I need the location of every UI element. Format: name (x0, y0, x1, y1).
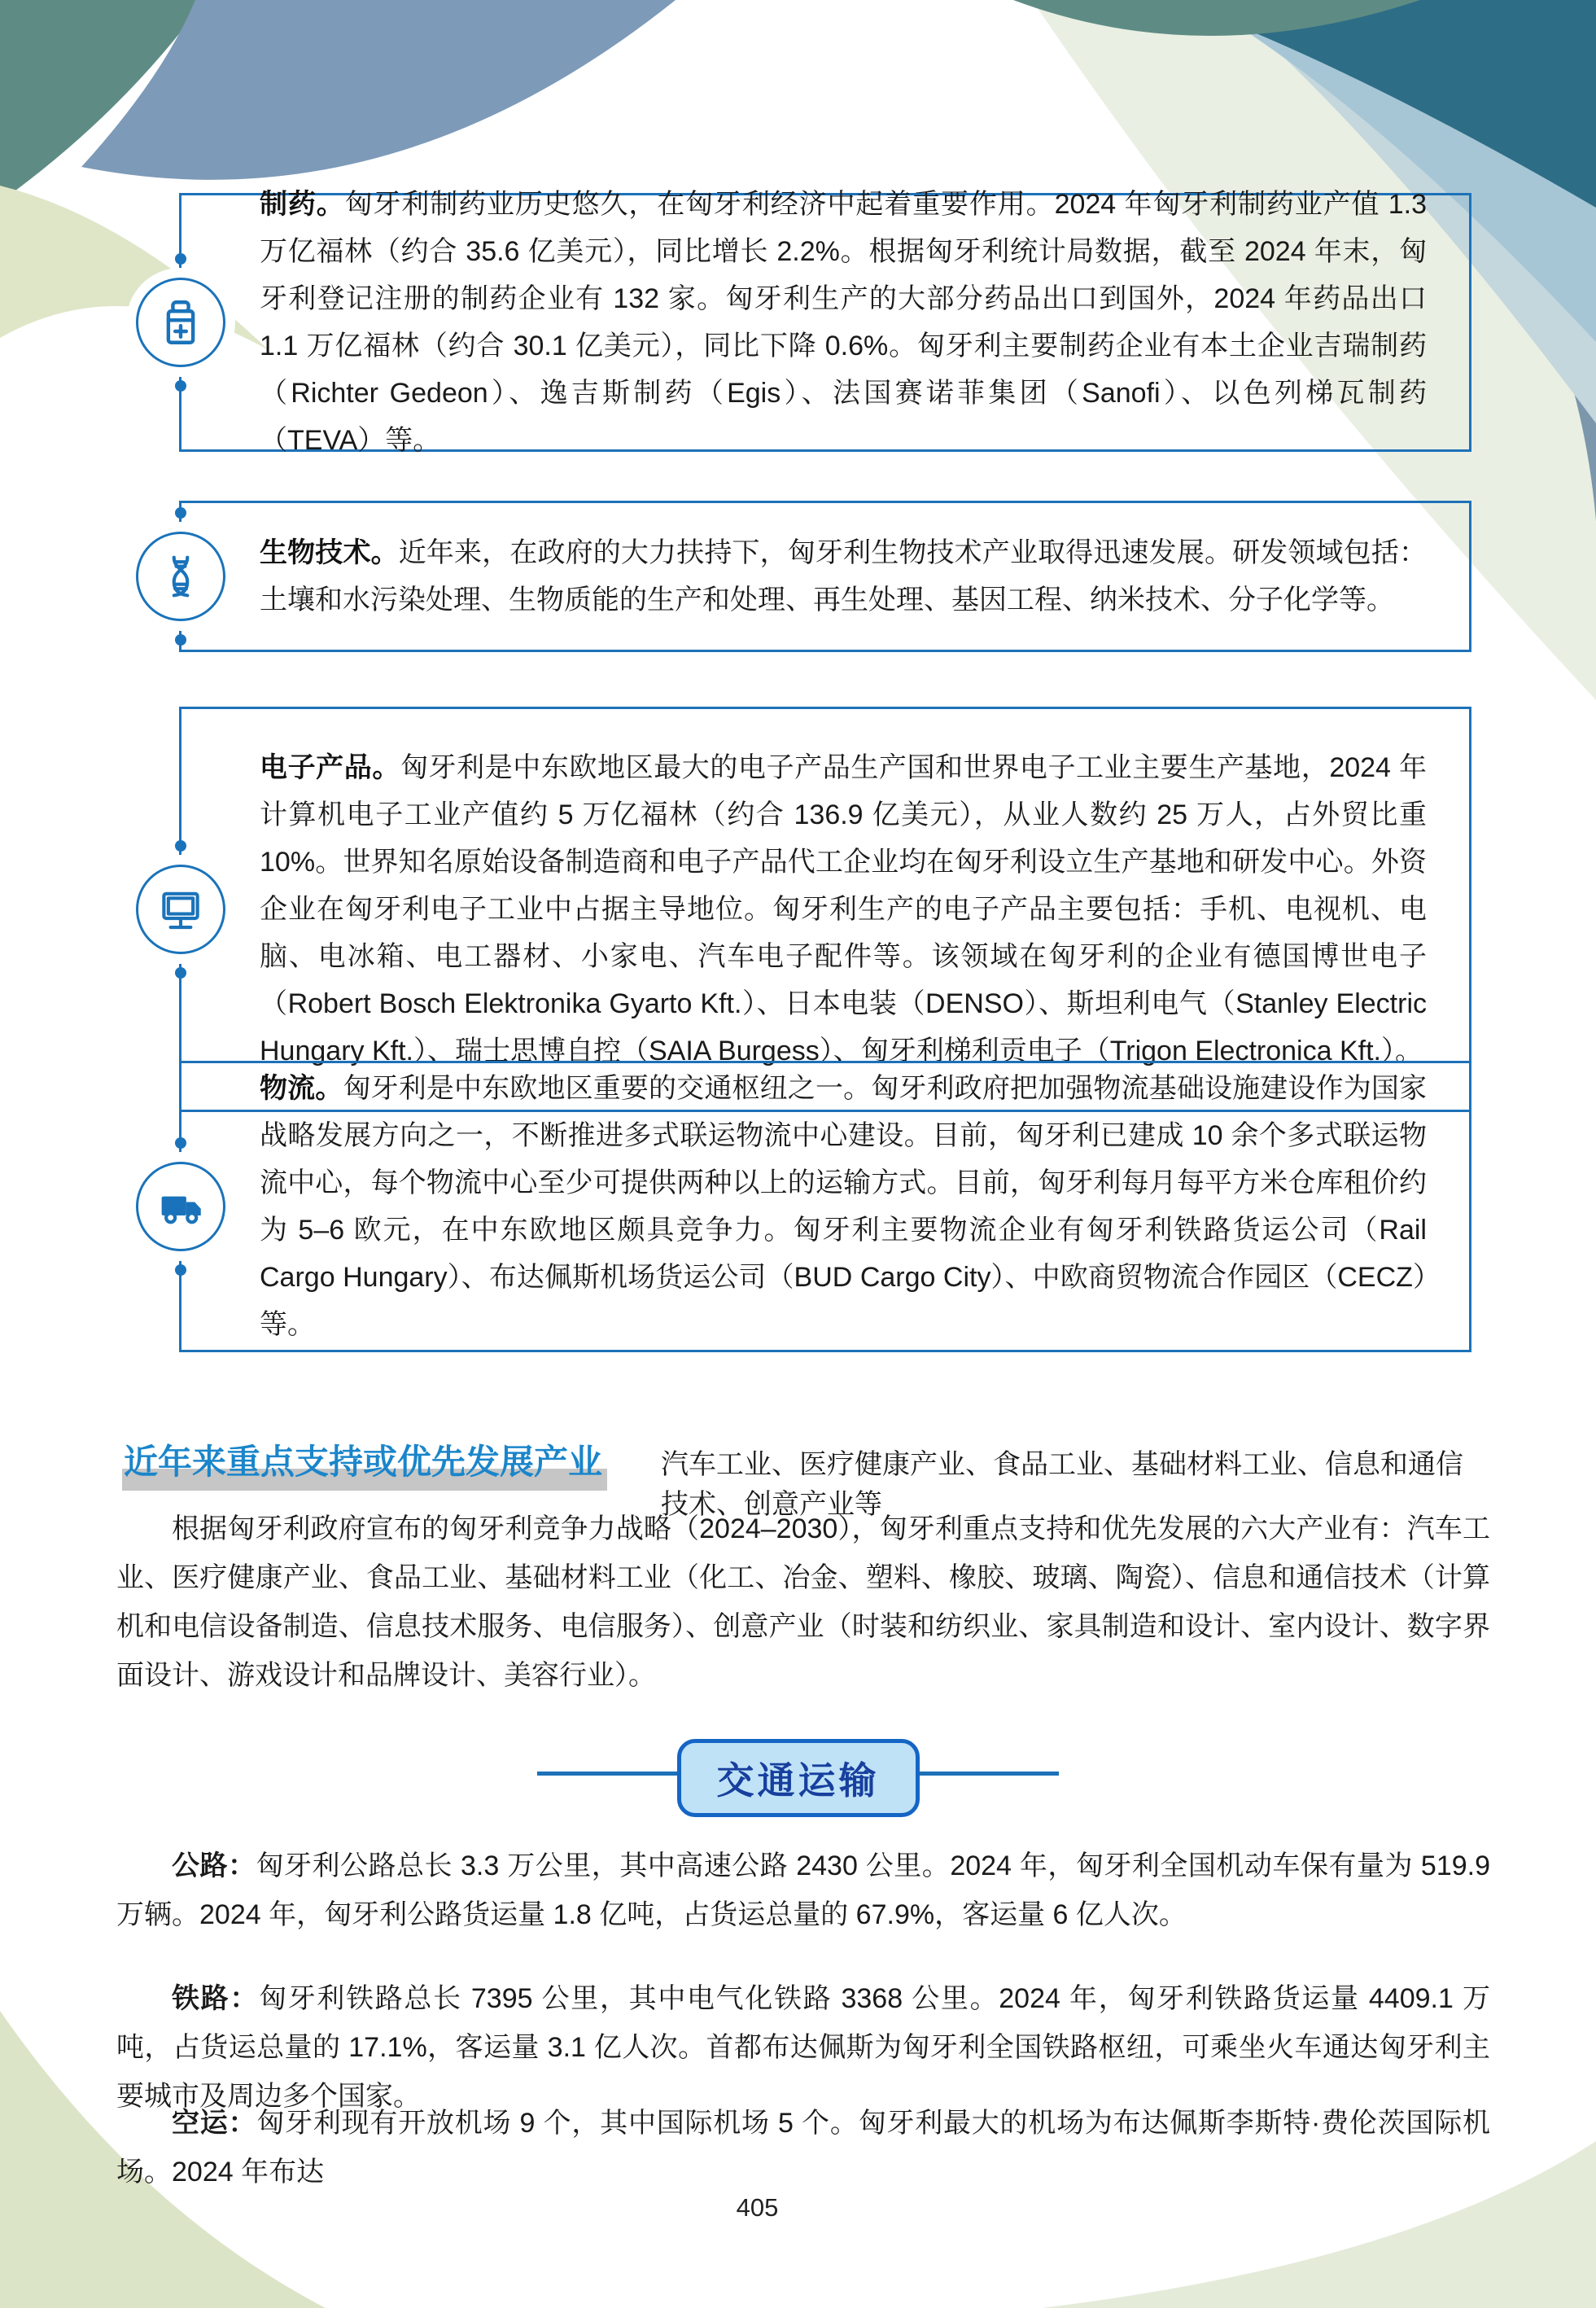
connector-dot (175, 840, 186, 852)
air-label: 空运： (172, 2108, 257, 2139)
logistics-icon-assembly (130, 1137, 231, 1276)
connector-dot (175, 507, 186, 519)
dna-icon (136, 532, 225, 621)
callout-pharma-text: 制药。匈牙利制药业历史悠久，在匈牙利经济中起着重要作用。2024 年匈牙利制药业产值 1.3 万亿福林（约合 35.6 亿美元），同比增长 2.2%。根据匈牙利统计局数据，截至 2024 年末，匈牙利登记注册的制药企业有 132 家。匈牙利生产的大部分药品出口到国外，2024 年药品出口 1.1 万亿福林（约合 30.1 亿美元），同比下降 0.6%。匈牙利主要制药企业有本土企业吉瑞制药（Richter Gedeon）、逸吉斯制药（Egis）、法国赛诺菲集团（Sanofi）、以色列梯瓦制药（TEVA）等。 (260, 189, 1428, 456)
callout-electronics-text: 电子产品。匈牙利是中东欧地区最大的电子产品生产国和世界电子工业主要生产基地，2024 年计算机电子工业产值约 5 万亿福林（约合 136.9 亿美元），从业人数约 25 万人，占外贸比重 10%。世界知名原始设备制造商和电子产品代工企业均在匈牙利设立生产基地和研发中心。外资企业在匈牙利电子工业中占据主导地位。匈牙利生产的电子产品主要包括：手机、电视机、电脑、电冰箱、电工器材、小家电、汽车电子配件等。该领域在匈牙利的企业有德国博世电子（Robert Bosch Elektronika Gyarto Kft.）、日本电装（DENSO）、斯坦利电气（Stanley Electric Hungary Kft.）、瑞士思博自控（SAIA Burgess）、匈牙利梯利贡电子（Trigon Electronica Kft.）。 (260, 752, 1427, 1066)
pharma-icon-assembly (130, 253, 231, 392)
connector-dot (175, 1264, 186, 1276)
transport-section-header (0, 1739, 1596, 1807)
biotech-icon-assembly (130, 507, 231, 646)
rail-label: 铁路： (172, 1983, 260, 2014)
badge-line-left (537, 1772, 680, 1776)
callout-electronics-title: 电子产品。 (260, 752, 400, 783)
medicine-bottle-icon (136, 278, 225, 367)
connector-dot (175, 634, 186, 646)
callout-biotech-title: 生物技术。 (260, 537, 399, 568)
callout-logistics (179, 1061, 1471, 1352)
callout-logistics-text: 物流。匈牙利是中东欧地区重要的交通枢纽之一。匈牙利政府把加强物流基础设施建设作为国家战略发展方向之一，不断推进多式联运物流中心建设。目前，匈牙利已建成 10 余个多式联运物流中心，每个物流中心至少可提供两种以上的运输方式。目前，匈牙利每月每平方米仓库租价约为 5–6 欧元，在中东欧地区颇具竞争力。匈牙利主要物流企业有匈牙利铁路货运公司（Rail Cargo Hungary）、布达佩斯机场货运公司（BUD Cargo City）、中欧商贸物流合作园区（CECZ）等。 (260, 1073, 1428, 1340)
road-label: 公路： (172, 1850, 256, 1881)
connector-dot (175, 967, 186, 979)
callout-biotech-text: 生物技术。近年来，在政府的大力扶持下，匈牙利生物技术产业取得迅速发展。研发领域包括：土壤和水污染处理、生物质能的生产和处理、再生处理、基因工程、纳米技术、分子化学等。 (260, 537, 1427, 615)
callout-biotech (179, 501, 1471, 652)
electronics-icon-assembly (130, 840, 231, 979)
callout-pharma-title: 制药。 (260, 189, 345, 220)
air-transport-paragraph: 空运：匈牙利现有开放机场 9 个，其中国际机场 5 个。匈牙利最大的机场为布达佩斯李斯特·费伦茨国际机场。2024 年布达 (116, 2108, 1490, 2188)
computer-monitor-icon (136, 865, 225, 954)
priority-industries-heading: 近年来重点支持或优先发展产业 (122, 1435, 607, 1491)
transport-badge: 交通运输 (677, 1739, 920, 1817)
connector-dot (175, 1137, 186, 1149)
callout-pharma (179, 189, 1471, 456)
callout-logistics-title: 物流。 (260, 1073, 343, 1104)
page-number: 405 (736, 2193, 779, 2222)
connector-dot (175, 253, 186, 265)
truck-icon (136, 1162, 225, 1251)
badge-line-right (916, 1772, 1059, 1776)
callout-electronics (179, 707, 1471, 1112)
road-transport-paragraph: 公路：匈牙利公路总长 3.3 万公里，其中高速公路 2430 公里。2024 年，匈牙利全国机动车保有量为 519.9 万辆。2024 年，匈牙利公路货运量 1.8 亿吨，占货运总量的 67.9%，客运量 6 亿人次。 (116, 1850, 1491, 1930)
priority-industries-paragraph: 根据匈牙利政府宣布的匈牙利竞争力战略（2024–2030），匈牙利重点支持和优先发展的六大产业有：汽车工业、医疗健康产业、食品工业、基础材料工业（化工、冶金、塑料、橡胶、玻璃、陶瓷）、信息和通信技术（计算机和电信设备制造、信息技术服务、电信服务）、创意产业（时装和纺织业、家具制造和设计、室内设计、数字界面设计、游戏设计和品牌设计、美容行业）。 (116, 1513, 1490, 1691)
priority-industries-summary: 汽车工业、医疗健康产业、食品工业、基础材料工业、信息和通信技术、创意产业等 (661, 1449, 1464, 1520)
rail-transport-paragraph: 铁路：匈牙利铁路总长 7395 公里，其中电气化铁路 3368 公里。2024 年，匈牙利铁路货运量 4409.1 万吨，占货运总量的 17.1%，客运量 3.1 亿人次。首都布达佩斯为匈牙利全国铁路枢纽，可乘坐火车通达匈牙利主要城市及周边多个国家。 (116, 1983, 1491, 2112)
connector-dot (175, 380, 186, 392)
